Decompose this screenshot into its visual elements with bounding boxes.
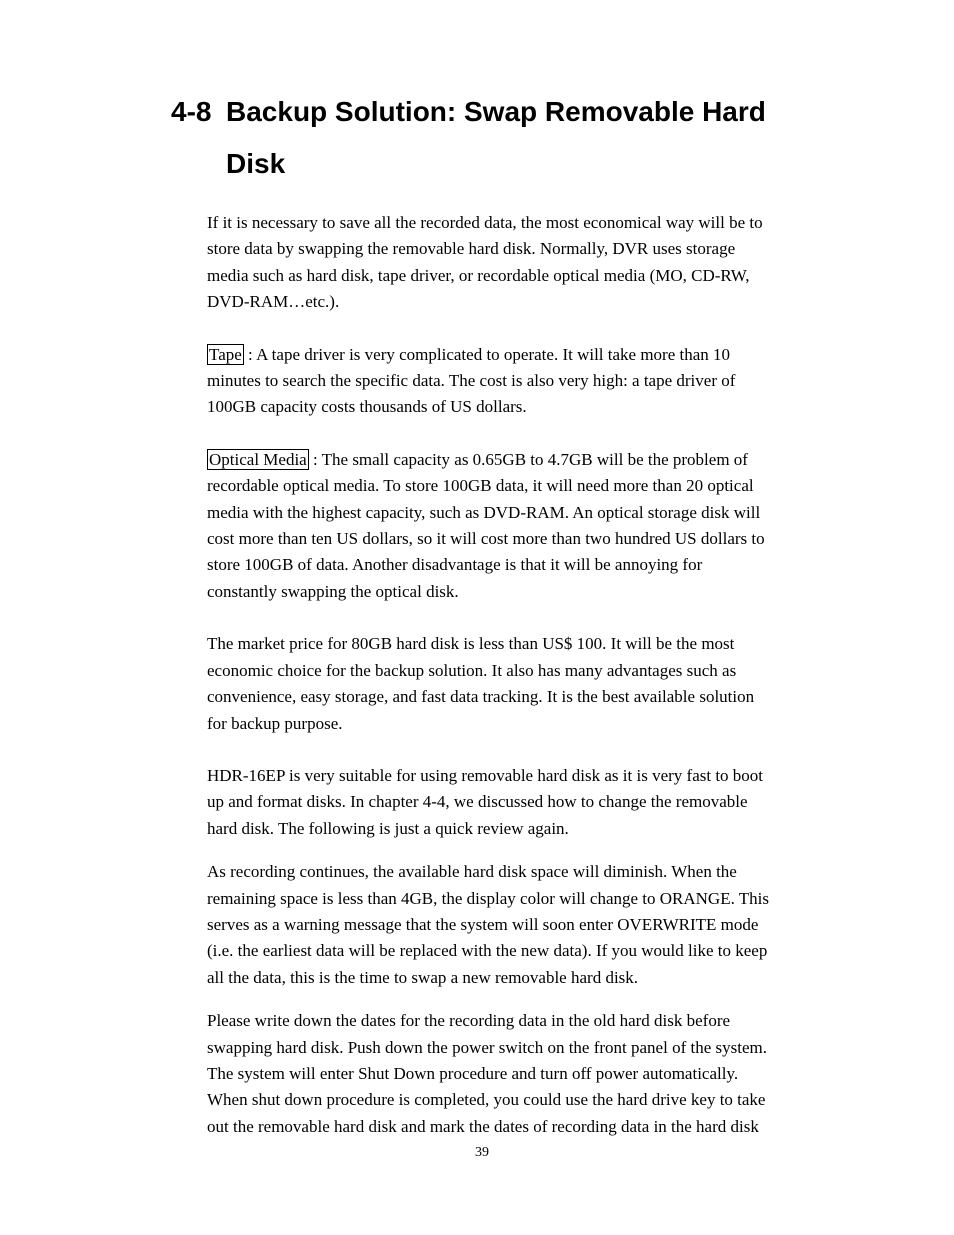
text-line: remaining space is less than 4GB, the display color will change to ORANGE. This	[207, 888, 770, 908]
text-line: media such as hard disk, tape driver, or recordable optical media (MO, CD-RW,	[207, 265, 750, 285]
recording-paragraph	[207, 859, 797, 991]
text-line: The system will enter Shut Down procedure and turn off power automatically.	[207, 1063, 739, 1083]
section-heading	[171, 86, 811, 190]
text-line: Please write down the dates for the recording data in the old hard disk before	[207, 1011, 731, 1031]
text-line: 100GB capacity costs thousands of US dollars.	[207, 397, 527, 417]
text-line: (i.e. the earliest data will be replaced with the new data). If you would like to keep	[207, 941, 768, 961]
text-line: out the removable hard disk and mark the dates of recording data in the hard disk	[207, 1116, 759, 1136]
text-line: all the data, this is the time to swap a new removable hard disk.	[207, 967, 639, 987]
text-line	[207, 342, 797, 368]
tape-paragraph	[207, 342, 797, 421]
text-line: HDR-16EP is very suitable for using removable hard disk as it is very fast to boot	[207, 765, 764, 785]
text-line: The market price for 80GB hard disk is less than US$ 100. It will be the most	[207, 634, 735, 654]
text-line: recordable optical media. To store 100GB data, it will need more than 20 optical	[207, 476, 754, 496]
page-number: 39	[475, 1145, 489, 1160]
text-line: convenience, easy storage, and fast data tracking. It is the best available solution	[207, 687, 755, 707]
tape-first-line: : A tape driver is very complicated to operate. It will take more than 10	[243, 344, 731, 364]
text-line: If it is necessary to save all the recorded data, the most economical way will be to	[207, 213, 763, 232]
section-title: Backup Solution: Swap Removable Hard Disk	[226, 96, 766, 179]
optical-media-term-box: Optical Media	[209, 449, 307, 469]
text-line: store data by swapping the removable hard disk. Normally, DVR uses storage	[207, 239, 736, 259]
hdr-16ep-paragraph	[207, 763, 797, 842]
text-line: economic choice for the backup solution. It also has many advantages such as	[207, 660, 737, 680]
text-line: DVD-RAM…etc.).	[207, 292, 340, 312]
text-line: up and format disks. In chapter 4-4, we discussed how to change the removable	[207, 792, 748, 812]
text-line: cost more than ten US dollars, so it will cost more than two hundred US dollars to	[207, 529, 765, 549]
tape-term-box: Tape	[209, 344, 242, 364]
text-line: minutes to search the specific data. The cost is also very high: a tape driver of	[207, 371, 736, 391]
text-line	[207, 447, 797, 473]
text-line: swapping hard disk. Push down the power switch on the front panel of the system.	[207, 1037, 767, 1057]
write-down-paragraph	[207, 1008, 797, 1140]
text-line: As recording continues, the available hard disk space will diminish. When the	[207, 862, 737, 882]
text-line: constantly swapping the optical disk.	[207, 581, 459, 601]
market-price-paragraph	[207, 631, 797, 737]
optical-media-paragraph	[207, 447, 797, 605]
text-line: When shut down procedure is completed, you could use the hard drive key to take	[207, 1090, 766, 1110]
intro-paragraph	[207, 210, 797, 316]
text-line: store 100GB of data. Another disadvantage is that it will be annoying for	[207, 555, 703, 575]
section-number: 4-8	[171, 96, 212, 127]
text-line: media with the highest capacity, such as DVD-RAM. An optical storage disk will	[207, 502, 761, 522]
text-line: hard disk. The following is just a quick review again.	[207, 818, 569, 838]
body-text	[207, 210, 797, 1140]
text-line: for backup purpose.	[207, 713, 343, 733]
text-line: serves as a warning message that the system will soon enter OVERWRITE mode	[207, 914, 759, 934]
optical-first-line: : The small capacity as 0.65GB to 4.7GB will be the problem of	[308, 449, 748, 469]
